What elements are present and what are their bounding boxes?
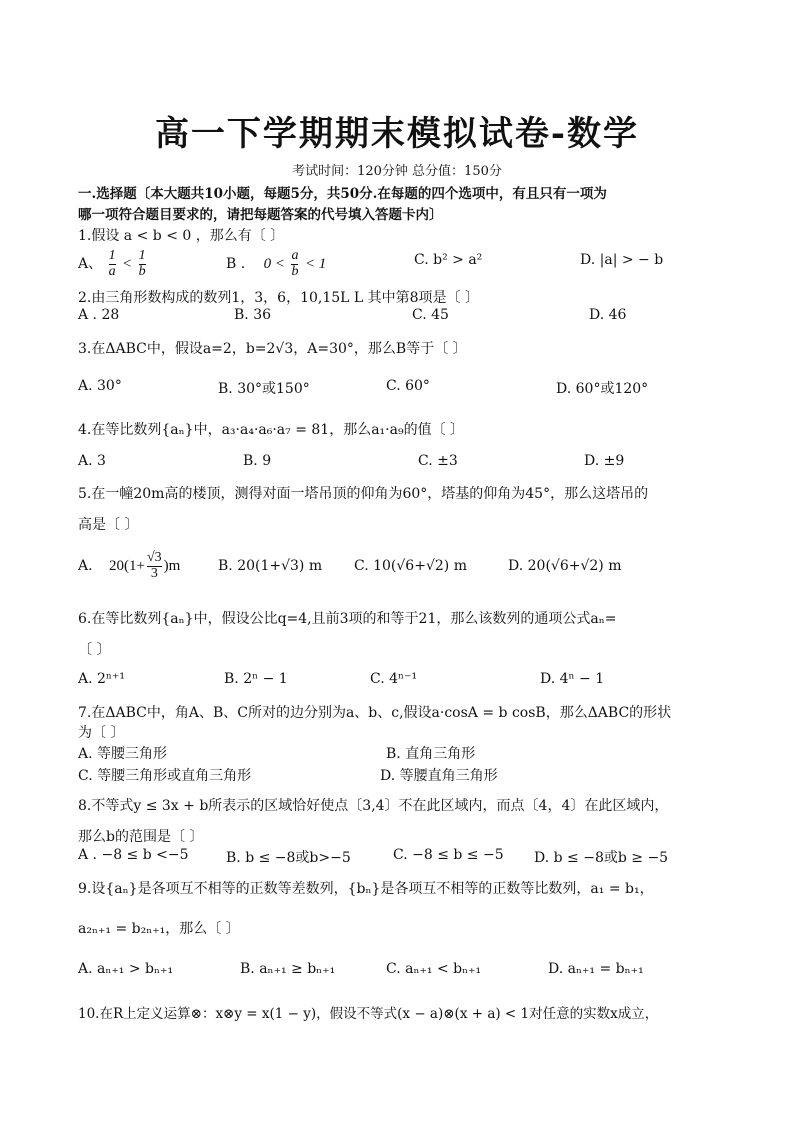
question-2-option-c: C. 45	[412, 307, 449, 323]
question-4-option-a: A. 3	[78, 453, 106, 469]
question-5-option-a: A. 20(1+ $\frac{√3}{3}$ )m	[78, 549, 181, 581]
question-8-stem-line1: 8.不等式y ≤ 3x + b所表示的区域恰好使点〔3,4〕不在此区域内，而点〔4，4〕在此区域内，	[78, 798, 669, 814]
fraction: $\frac{1}{b}$	[138, 247, 146, 279]
question-8-option-a: A . −8 ≤ b <−5	[78, 847, 189, 863]
question-8-option-d: D. b ≤ −8或b ≥ −5	[534, 850, 669, 866]
question-3-option-b: B. 30°或150°	[218, 381, 310, 397]
question-6-stem-line1: 6.在等比数列{aₙ}中，假设公比q=4,且前3项的和等于21，那么该数列的通项公式aₙ=	[78, 611, 617, 627]
question-8-option-b: B. b ≤ −8或b>−5	[226, 850, 351, 866]
question-1-option-c: C. b² > a²	[414, 252, 483, 268]
question-3-option-a: A. 30°	[78, 378, 122, 394]
question-6-stem-line2: 〔 〕	[78, 642, 111, 658]
question-5-option-c: C. 10(√6+√2) m	[354, 558, 467, 574]
question-4-stem: 4.在等比数列{aₙ}中，a₃·a₄·a₆·a₇ = 81，那么a₁·a₉的值〔 〕	[78, 422, 465, 438]
question-6-option-d: D. 4ⁿ − 1	[540, 671, 605, 687]
question-7-option-a: A. 等腰三角形	[78, 746, 168, 762]
question-7-option-b: B. 直角三角形	[386, 746, 476, 762]
question-1-option-b: B . 0 < $\frac{a}{b}$ < 1	[226, 247, 327, 279]
question-9-option-c: C. aₙ₊₁ < bₙ₊₁	[386, 961, 482, 977]
question-7-option-c: C. 等腰三角形或直角三角形	[78, 768, 252, 784]
question-9-stem-line2: a₂ₙ₊₁ = b₂ₙ₊₁，那么〔 〕	[78, 921, 240, 937]
question-2-stem: 2.由三角形数构成的数列1，3，6，10,15L L 其中第8项是〔 〕	[78, 290, 480, 306]
question-9-stem-line1: 9.设{aₙ}是各项互不相等的正数等差数列，{bₙ}是各项互不相等的正数等比数列，a₁ = b₁，	[78, 881, 654, 897]
question-8-option-c: C. −8 ≤ b ≤ −5	[393, 847, 504, 863]
question-1-option-d: D. |a| > − b	[580, 252, 664, 268]
question-1-stem: 1.假设 a < b < 0 ，那么有〔 〕	[78, 228, 285, 244]
fraction: $\frac{√3}{3}$	[146, 549, 162, 581]
question-4-option-d: D. ±9	[584, 453, 625, 469]
question-3-stem: 3.在ΔABC中，假设a=2，b=2√3，A=30°，那么B等于〔 〕	[78, 341, 467, 357]
question-6-option-c: C. 4ⁿ⁻¹	[370, 671, 418, 687]
question-9-option-d: D. aₙ₊₁ = bₙ₊₁	[548, 961, 644, 977]
question-10-stem: 10.在R上定义运算⊗：x⊗y = x(1 − y)，假设不等式(x − a)⊗(x + a) < 1对任意的实数x成立，	[78, 1006, 659, 1022]
exam-info: 考试时间：120分钟 总分值：150分	[292, 164, 502, 179]
section-heading-line1: 一.选择题〔本大题共10小题，每题5分，共50分.在每题的四个选项中，有且只有一项为	[78, 186, 607, 202]
page-title: 高一下学期期末模拟试卷-数学	[154, 114, 640, 154]
question-2-option-b: B. 36	[234, 307, 272, 323]
question-3-option-d: D. 60°或120°	[556, 381, 649, 397]
fraction: $\frac{1}{a}$	[108, 247, 116, 279]
question-5-option-b: B. 20(1+√3) m	[218, 558, 323, 574]
question-5-option-d: D. 20(√6+√2) m	[508, 558, 622, 574]
question-7-stem-line1: 7.在ΔABC中，角A、B、C所对的边分别为a、b、c,假设a·cosA = b cosB，那么ΔABC的形状	[78, 705, 672, 721]
question-9-option-b: B. aₙ₊₁ ≥ bₙ₊₁	[240, 961, 336, 977]
question-7-stem-line2: 为〔 〕	[78, 725, 125, 741]
question-1-option-a: A、 $\frac{1}{a}$ < $\frac{1}{b}$	[78, 247, 146, 279]
question-4-option-b: B. 9	[243, 453, 272, 469]
section-heading-line2: 哪一项符合题目要求的，请把每题答案的代号填入答题卡内〕	[78, 207, 443, 223]
question-5-stem-line2: 高是〔 〕	[78, 517, 139, 533]
question-7-option-d: D. 等腰直角三角形	[380, 768, 498, 784]
question-3-option-c: C. 60°	[386, 378, 430, 394]
question-2-option-a: A . 28	[78, 307, 120, 323]
question-6-option-b: B. 2ⁿ − 1	[224, 671, 288, 687]
question-4-option-c: C. ±3	[418, 453, 458, 469]
question-9-option-a: A. aₙ₊₁ > bₙ₊₁	[78, 961, 174, 977]
question-2-option-d: D. 46	[589, 307, 627, 323]
question-8-stem-line2: 那么b的范围是〔 〕	[78, 829, 204, 845]
question-6-option-a: A. 2ⁿ⁺¹	[78, 671, 125, 687]
question-5-stem-line1: 5.在一幢20m高的楼顶，测得对面一塔吊顶的仰角为60°，塔基的仰角为45°，那么这塔吊的	[78, 486, 649, 502]
fraction: $\frac{a}{b}$	[291, 247, 299, 279]
